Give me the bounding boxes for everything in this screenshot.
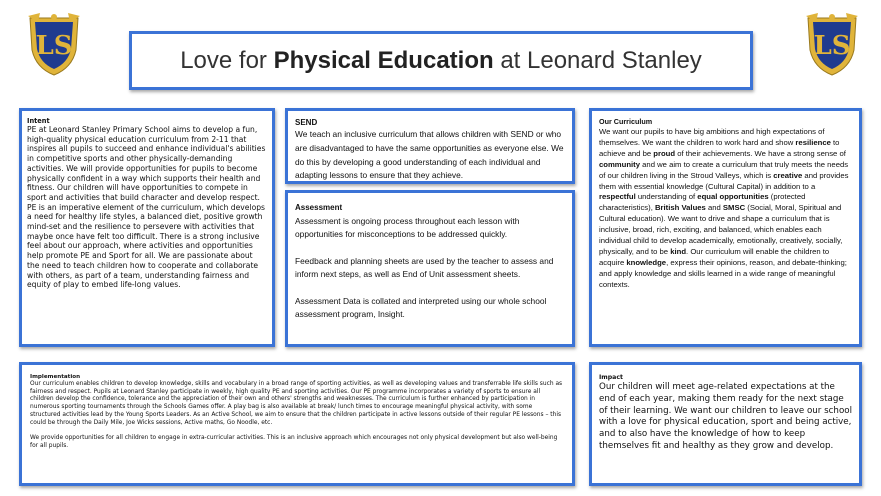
curriculum-keyword: kind <box>670 246 687 256</box>
intent-text: PE at Leonard Stanley Primary School aims to develop a fun, high-quality physical education curriculum from 2-11 that inspires all pupils to succeed and enhance individual's abilities in competitive sports and other physically-demanding activities. We will provide opportunities for pupils to become physically confident in a way which supports their health and fitness. Our children will have opportunities to compete in sport and activities that build character and develop respect. PE is an imperative element of the curriculum, which develops a need for healthy life styles, a balanced diet, positive growth mind-set and the resilience to persevere with activities that maybe once have felt too difficult. There is a strong inclusive feel about our approach, where activities and opportunities help promote PE and Sport for all. We are passionate about the need to teach children how to cooperate and collaborate with others, as part of a team, understanding fairness and equity of play to embed life-long values. <box>27 125 266 290</box>
assessment-heading: Assessment <box>295 203 343 212</box>
curriculum-text-run: and <box>705 203 723 213</box>
curriculum-keyword: creative <box>773 170 803 180</box>
impact-text: Our children will meet age-related expectations at the end of each year, making them ready for the next stage of their learning. We want our children to leave our school with a love for physical education, sport and being active, and to also have the knowledge of how to keep themselves fit and healthy as they grow and develop. <box>599 382 852 451</box>
curriculum-keyword: equal opportunities <box>697 192 769 202</box>
curriculum-panel <box>589 108 862 347</box>
curriculum-text-run: (Social, Moral, Spiritual and Cultural education). We want to drive and shape a curriculum that is inclusive, broad, rich, exciting, and balanced, which enables each individual child to develop academically, emotionally, creatively, socially, physically, and to be <box>599 203 843 256</box>
intent-panel <box>19 108 275 347</box>
assessment-paragraph: Feedback and planning sheets are used by the teacher to assess and inform next steps, as well as End of Unit assessment sheets. <box>295 255 554 280</box>
send-panel <box>285 108 575 184</box>
send-text: We teach an inclusive curriculum that allows children with SEND or who are disadvantaged to have the same opportunities as everyone else. We do this by developing a good understanding of each individual and adapting lessons to ensure that they achieve. <box>295 129 564 181</box>
curriculum-keyword: respectful <box>599 192 636 202</box>
assessment-paragraph: Assessment Data is collated and interpreted using our whole school assessment program, Insight. <box>295 295 547 320</box>
curriculum-text-run: (protected characteristics), <box>599 192 806 213</box>
curriculum-text-run: , express their opinions, reason, and debate-thinking; and apply knowledge and skills learned in a wide range of meaningful contexts. <box>599 257 847 289</box>
curriculum-keyword: community <box>599 159 641 169</box>
curriculum-text-run: and we aim to create a curriculum that truly meets the needs of our children living in the Stroud Valleys, which is <box>599 159 849 180</box>
assessment-panel <box>285 190 575 347</box>
curriculum-keyword: British Values <box>654 203 706 213</box>
curriculum-text-run: to achieve and be <box>599 137 840 158</box>
impact-heading: Impact <box>599 374 623 381</box>
implementation-panel <box>19 362 575 486</box>
title-box <box>129 31 753 90</box>
school-crest-right <box>804 12 860 78</box>
curriculum-heading: Our Curriculum <box>599 117 653 126</box>
intent-heading: Intent <box>27 117 50 125</box>
curriculum-keyword: proud <box>653 148 676 158</box>
crest-shield-icon <box>804 12 860 78</box>
crest-shield-icon <box>26 12 82 78</box>
assessment-paragraph: Assessment is ongoing process throughout each lesson with opportunities for misconceptions to be addressed quickly. <box>295 216 520 240</box>
curriculum-text-run: We want our pupils to have big ambitions and high expectations of themselves. We want the children to work hard and show <box>599 127 825 147</box>
svg-text:LS: LS <box>35 31 73 61</box>
curriculum-keyword: SMSC <box>722 203 746 213</box>
implementation-paragraph: Our curriculum enables children to develop knowledge, skills and vocabulary in a broad range of sporting activities, as well as developing values and transferrable life skills such as fairness and respect. Pupils at Leonard Stanley participate in weekly, high quality PE and sporting activities. Our PE programme incorporates a variety of sports to ensure all children develop the confidence, tolerance and the appreciation of their own and others' strengths and weaknesses. The curriculum is further enhanced by participation in numerous sporting tournaments through the Schools Games offer. A play bag is also available at break/ lunch times to encourage meaningful physical activity, with some structured activities lead by the Young Sports Leaders. As an Active School, we aim to ensure that the children participate in active lessons outside of their regular PE lessons – this could be through the Daily Mile, Joe Wicks sessions, Active maths, Go Noodle, etc. <box>30 381 563 426</box>
implementation-paragraph: We provide opportunities for all children to engage in extra-curricular activities. This is an inclusive approach which encourages not only physical development but also well-being for all pupils. <box>30 435 558 449</box>
curriculum-text-run: understanding of <box>635 192 698 202</box>
page-title: Love for Physical Education at Leonard Stanley <box>180 46 702 74</box>
curriculum-keyword: knowledge <box>626 257 667 267</box>
curriculum-text <box>599 127 852 291</box>
send-heading: SEND <box>295 118 318 127</box>
school-crest-left <box>26 12 82 78</box>
implementation-heading: Implementation <box>30 374 81 380</box>
impact-panel <box>589 362 862 486</box>
svg-text:LS: LS <box>813 31 851 61</box>
curriculum-text-run: and provides them with essential knowledge (Cultural Capital) in addition to a <box>599 170 849 191</box>
curriculum-keyword: resilience <box>795 137 831 147</box>
curriculum-text-run: . Our curriculum will enable the children to acquire <box>599 246 830 267</box>
curriculum-text-run: of their achievements. We have a strong sense of <box>675 148 846 158</box>
